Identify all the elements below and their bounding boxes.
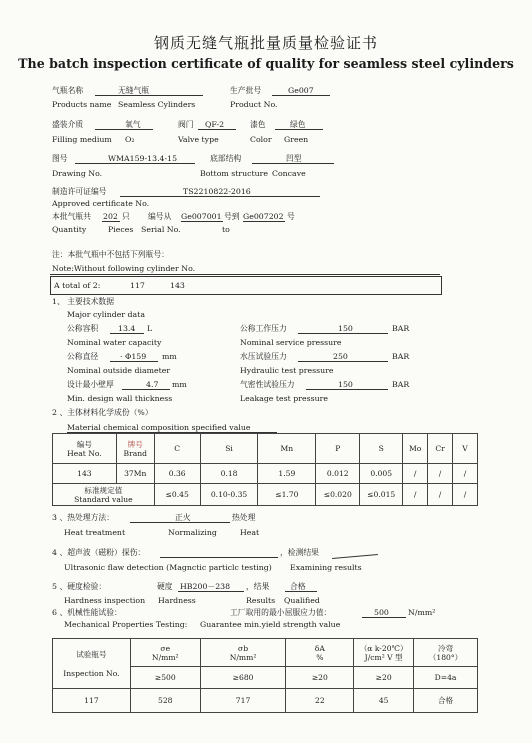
hydraulic-label-en: Hydraulic test pressure	[240, 366, 334, 375]
heat-treatment-tail-cn: 热处理	[232, 513, 256, 522]
yield-label-cn: 工厂取用的最小屈服应力值：	[230, 608, 332, 617]
hardness-underline	[178, 591, 244, 592]
chem-header-mn: Mn	[258, 434, 316, 464]
diameter-label-cn: 公称直径	[67, 352, 99, 361]
heat-treatment-tail-en: Heat	[240, 528, 260, 537]
yield-underline	[362, 617, 406, 618]
chem-header-si: Si	[200, 434, 258, 464]
mech-header-cell: δA %	[286, 639, 354, 667]
leakage-label-en: Leakage test pressure	[240, 394, 328, 403]
chem-header-brand: 牌号 Brand	[116, 434, 154, 464]
batch-value: Ge007	[288, 86, 314, 95]
mech-cell: 合格	[414, 689, 478, 713]
yield-unit: N/mm²	[408, 608, 436, 617]
hardness-sub-cn: 硬度	[157, 582, 173, 591]
mech-standard-cell: D=4a	[414, 667, 478, 689]
products-label-cn: 气瓶名称	[52, 86, 84, 95]
drawing-value: WMA159-13.4-15	[108, 154, 178, 163]
mech-header-inspection: 试验瓶号 Inspection No.	[53, 639, 131, 689]
title-chinese: 钢质无缝气瓶批量质量检验证书	[153, 34, 378, 52]
filling-label-en: Filling medium	[52, 135, 112, 144]
approved-value: TS2210822-2016	[183, 187, 251, 196]
chem-cell: 0.005	[360, 464, 403, 484]
hardness-sub-en: Hardness	[158, 596, 196, 605]
hardness-result-cn: ，结果	[246, 582, 270, 591]
excluded-cylinders-box	[50, 276, 442, 295]
mech-cell: 528	[130, 689, 200, 713]
ultrasonic-label-en: Ultrasonic flaw detection (Magnctic particlc testing)	[64, 563, 272, 572]
quantity-label-en: Quantity	[52, 225, 87, 234]
ultrasonic-result-stroke	[332, 554, 378, 559]
color-label-en: Color	[250, 135, 272, 144]
chem-cell: /	[403, 464, 428, 484]
mech-header-row	[53, 639, 478, 667]
hardness-result-value-en: Qualified	[284, 596, 320, 605]
wall-unit: mm	[172, 380, 187, 389]
chem-header-row	[53, 434, 478, 464]
chem-header-s: S	[360, 434, 403, 464]
quantity-unit-cn: 只	[122, 212, 130, 221]
mech-header-cell: 冷弯 （180°）	[414, 639, 478, 667]
section2-heading-en: Material chemical composition specified value	[67, 423, 251, 432]
batch-label-en: Product No.	[230, 100, 278, 109]
valve-label-cn: 阀门	[178, 120, 194, 129]
serial-from-underline	[181, 221, 223, 222]
hydraulic-label-cn: 水压试验压力	[240, 352, 287, 361]
heat-treatment-value: 正火	[175, 513, 191, 522]
chem-cell: 143	[53, 464, 117, 484]
diameter-underline	[110, 361, 158, 362]
hardness-label-en: Hardness inspection	[64, 596, 146, 605]
chem-standard-cell: 0.10-0.35	[200, 484, 258, 506]
hydraulic-value: 250	[333, 352, 348, 361]
hardness-label-cn: 5 、硬度检验：	[52, 582, 107, 591]
chem-cell: 0.012	[316, 464, 360, 484]
bottom-underline	[252, 163, 334, 164]
drawing-label-en: Drawing No.	[52, 169, 103, 178]
chem-standard-label: 标准规定值 Standard value	[53, 484, 155, 506]
service-pressure-value: 150	[338, 324, 353, 333]
capacity-unit: L	[147, 324, 153, 333]
ultrasonic-label-cn: 4 、超声波（磁粉）探伤：	[52, 548, 146, 557]
table-row	[53, 484, 478, 506]
capacity-label-cn: 公称容积	[67, 324, 99, 333]
approved-label-en: Approved certificate No.	[52, 199, 150, 208]
heat-treatment-value-en: Normalizing	[168, 528, 217, 537]
drawing-underline	[75, 163, 195, 164]
bottom-label-cn: 底部结构	[210, 154, 242, 163]
hardness-result-en: Results	[246, 596, 276, 605]
leakage-value: 150	[338, 380, 353, 389]
color-value-en: Green	[284, 135, 309, 144]
yield-label-en: Guarantee min.yield strength value	[200, 620, 341, 629]
wall-value: 4.7	[146, 380, 159, 389]
batch-underline	[272, 95, 330, 96]
mechanical-label-en: Mechanical Properties Testing:	[64, 620, 188, 629]
mech-standard-cell: ≥500	[130, 667, 200, 689]
serial-to-en: to	[222, 225, 230, 234]
bottom-value: 凹型	[286, 154, 302, 163]
ultrasonic-underline	[160, 557, 278, 558]
leakage-label-cn: 气密性试验压力	[240, 380, 295, 389]
color-underline	[275, 129, 323, 130]
quantity-line-cn: 本批气瓶共	[52, 212, 91, 221]
filling-underline	[95, 129, 153, 130]
serial-to: Ge007202	[243, 212, 284, 221]
hydraulic-underline	[298, 361, 388, 362]
quantity-count: 202	[103, 212, 118, 221]
heat-treatment-underline	[130, 522, 230, 523]
wall-label-cn: 设计最小壁厚	[67, 380, 114, 389]
note-cn: 注：本批气瓶中不包括下列瓶号：	[52, 250, 169, 259]
chem-standard-cell: /	[428, 484, 453, 506]
filling-value-en: O₂	[125, 135, 135, 144]
service-pressure-unit: BAR	[392, 324, 410, 333]
batch-label-cn: 生产批号	[230, 86, 262, 95]
section1-heading-en: Major cylinder data	[67, 310, 145, 319]
mechanical-properties-table	[52, 638, 478, 713]
capacity-value: 13.4	[118, 324, 136, 333]
products-value-en: Seamless Cylinders	[118, 100, 196, 109]
chem-header-heat-no: 编号 Heat No.	[53, 434, 117, 464]
heat-treatment-label-cn: 3 、热处理方法：	[52, 513, 115, 522]
mech-standard-cell: ≥20	[354, 667, 414, 689]
serial-hao: 号	[287, 212, 295, 221]
mech-standard-cell: ≥680	[200, 667, 286, 689]
products-value: 无缝气瓶	[118, 86, 150, 95]
chem-standard-cell: ≤1.70	[258, 484, 316, 506]
bottom-value-en: Concave	[272, 169, 306, 178]
valve-label-en: Valve type	[178, 135, 219, 144]
filling-label-cn: 盛装介质	[52, 120, 84, 129]
service-pressure-label-en: Nominal service pressure	[240, 338, 342, 347]
mech-header-cell: σe N/mm²	[130, 639, 200, 667]
drawing-label-cn: 图号	[52, 154, 68, 163]
quantity-count-underline	[102, 221, 120, 222]
mech-header-cell: （α k-20℃） J/cm² V 型	[354, 639, 414, 667]
mech-cell: 45	[354, 689, 414, 713]
chem-standard-cell: ≤0.015	[360, 484, 403, 506]
chem-cell: 0.36	[154, 464, 200, 484]
hydraulic-unit: BAR	[392, 352, 410, 361]
capacity-underline	[110, 333, 144, 334]
valve-underline	[198, 129, 236, 130]
chem-header-cr: Cr	[428, 434, 453, 464]
hardness-value: HB200－238	[180, 582, 231, 591]
note-divider	[50, 274, 440, 275]
chem-cell: 1.59	[258, 464, 316, 484]
chem-cell: /	[428, 464, 453, 484]
ultrasonic-result-cn: ，检测结果	[280, 548, 319, 557]
diameter-value: · Φ159	[120, 352, 147, 361]
mechanical-label-cn: 6 、机械性能试验：	[52, 608, 122, 617]
chem-header-c: C	[154, 434, 200, 464]
pieces-label-en: Pieces	[108, 225, 134, 234]
chem-header-mo: Mo	[403, 434, 428, 464]
section2-heading: 2 、主体材料化学成份（%）	[52, 408, 153, 417]
serial-from: Ge007001	[181, 212, 222, 221]
serial-label-cn: 编号从	[148, 212, 172, 221]
chem-standard-cell: /	[453, 484, 478, 506]
table-row	[53, 689, 478, 713]
filling-value: 氧气	[125, 120, 141, 129]
chemical-composition-table	[52, 433, 478, 506]
serial-to-cn: 号到	[224, 212, 240, 221]
wall-label-en: Min. design wall thickness	[67, 394, 173, 403]
serial-label-en: Serial No.	[141, 225, 181, 234]
excluded-number-1: 117	[130, 281, 145, 290]
table-row	[53, 464, 478, 484]
leakage-unit: BAR	[392, 380, 410, 389]
section1-heading: 1、 主要技术数据	[52, 297, 115, 306]
hardness-result-value: 合格	[290, 582, 306, 591]
diameter-label-en: Nominal outside diameter	[67, 366, 171, 375]
excluded-number-2: 143	[170, 281, 185, 290]
note-en: Note:Without following cylinder No.	[52, 264, 196, 273]
mech-cell: 22	[286, 689, 354, 713]
service-pressure-underline	[298, 333, 388, 334]
approved-underline	[120, 196, 320, 197]
leakage-underline	[306, 389, 388, 390]
mech-cell: 117	[53, 689, 131, 713]
mech-header-cell: σb N/mm²	[200, 639, 286, 667]
wall-underline	[122, 389, 170, 390]
ultrasonic-result-en: Examining results	[290, 563, 362, 572]
title-english: The batch inspection certificate of quality for seamless steel cylinders	[18, 56, 514, 71]
serial-to-underline	[243, 221, 285, 222]
mech-cell: 717	[200, 689, 286, 713]
total-label: A total of 2:	[54, 281, 101, 290]
bottom-label-en: Bottom structure	[200, 169, 269, 178]
chem-standard-cell: ≤0.020	[316, 484, 360, 506]
hardness-result-underline	[285, 591, 317, 592]
approved-label-cn: 制造许可证编号	[52, 187, 107, 196]
chem-header-p: P	[316, 434, 360, 464]
chem-standard-cell: ≤0.45	[154, 484, 200, 506]
products-underline	[95, 95, 203, 96]
color-label-cn: 漆色	[250, 120, 266, 129]
diameter-unit: mm	[162, 352, 177, 361]
mech-standard-cell: ≥20	[286, 667, 354, 689]
chem-standard-cell: /	[403, 484, 428, 506]
products-label-en: Products name	[52, 100, 112, 109]
heat-treatment-label-en: Heat treatment	[64, 528, 126, 537]
service-pressure-label-cn: 公称工作压力	[240, 324, 287, 333]
valve-value: QF-2	[205, 120, 225, 129]
yield-value: 500	[374, 608, 389, 617]
chem-cell: 37Mn	[116, 464, 154, 484]
color-value: 绿色	[290, 120, 306, 129]
chem-cell: 0.18	[200, 464, 258, 484]
capacity-label-en: Nominal water capacity	[67, 338, 162, 347]
chem-header-v: V	[453, 434, 478, 464]
chem-cell: /	[453, 464, 478, 484]
